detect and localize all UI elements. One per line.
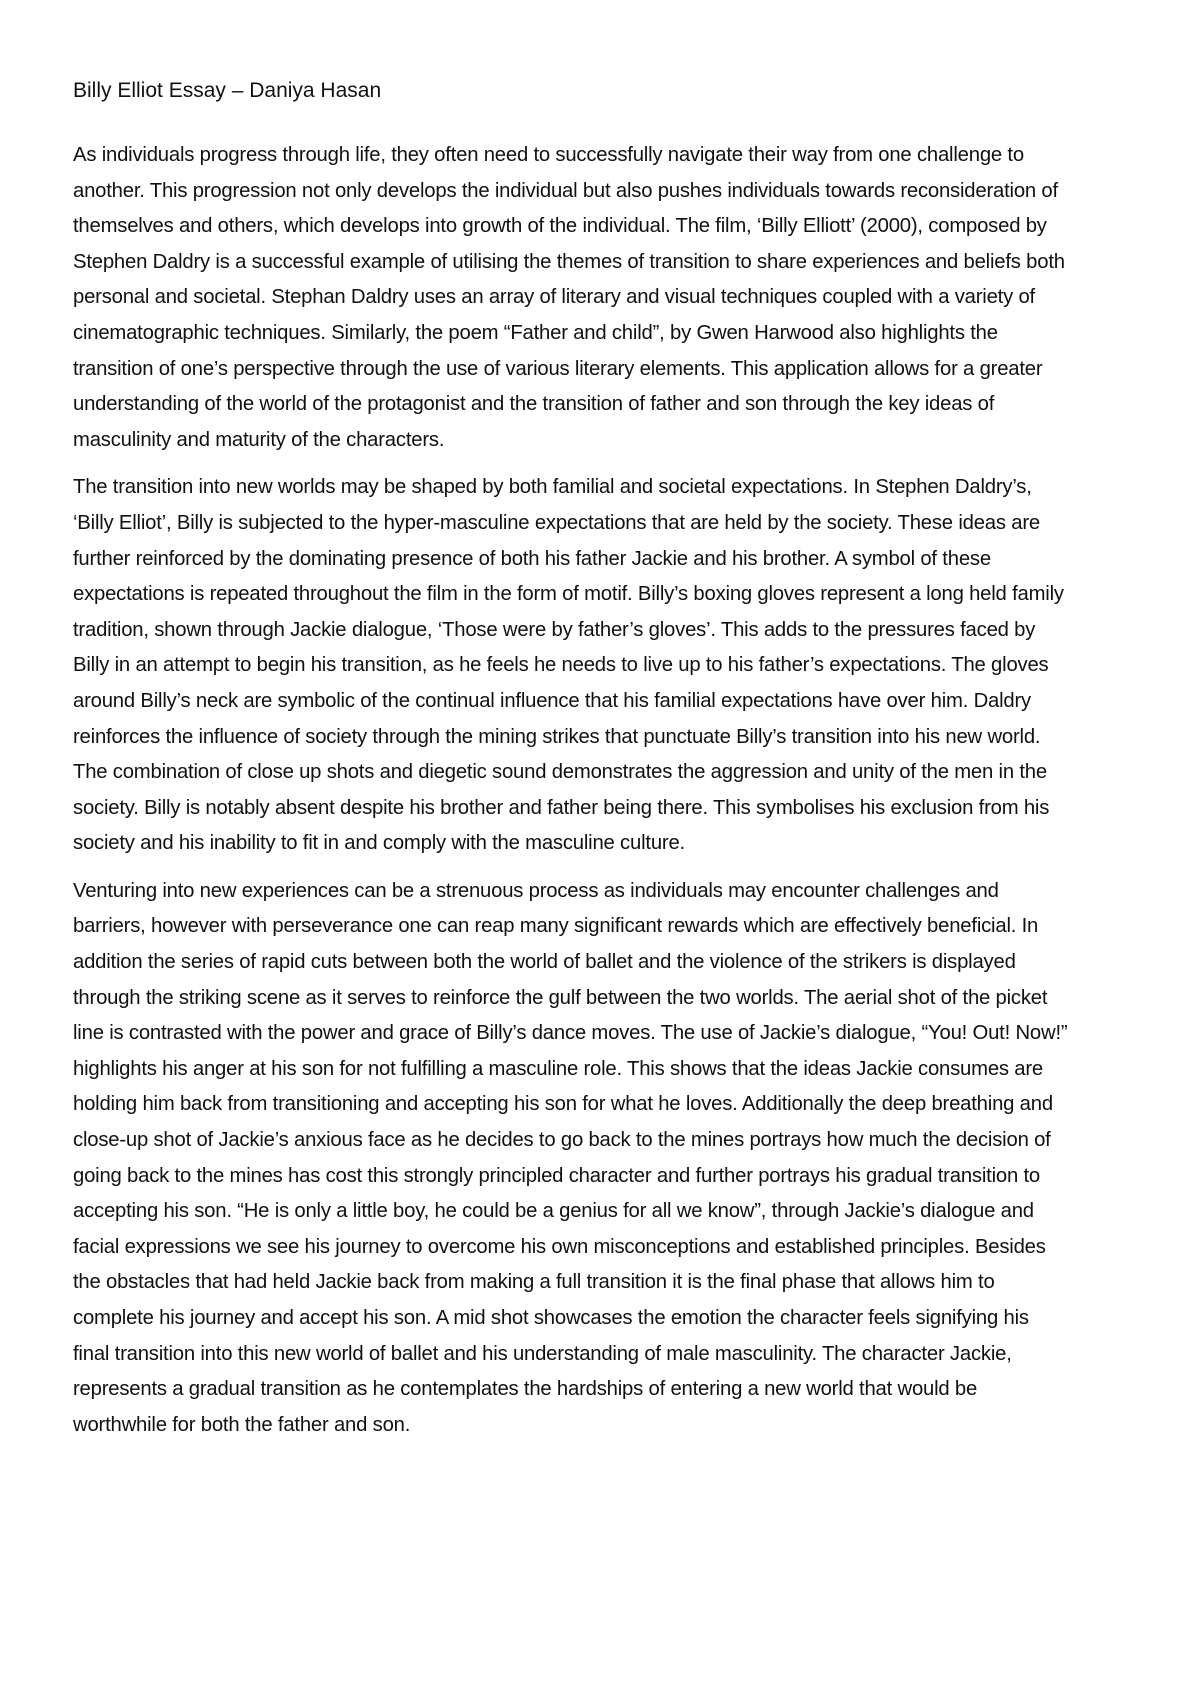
paragraph-body-1: The transition into new worlds may be shaped by both familial and societal expectations. In Stephen Daldry’s, ‘Billy Elliot’, Billy is subjected to the hyper-masculine expectations that are held by the society. These ideas are further reinforced by the dominating presence of both his father Jackie and his brother. A symbol of these expectations is repeated throughout the film in the form of motif. Billy’s boxing gloves represent a long held family tradition, shown through Jackie dialogue, ‘Those were by father’s gloves’. This adds to the pressures faced by Billy in an attempt to begin his transition, as he feels he needs to live up to his father’s expectations. The gloves around Billy’s neck are symbolic of the continual influence that his familial expectations have over him. Daldry reinforces the influence of society through the mining strikes that punctuate Billy’s transition into his new world. The combination of close up shots and diegetic sound demonstrates the aggression and unity of the men in the society. Billy is notably absent despite his brother and father being there. This symbolises his exclusion from his society and his inability to fit in and comply with the masculine culture.	[73, 476, 1064, 855]
paragraph-body-2: Venturing into new experiences can be a strenuous process as individuals may encounter challenges and barriers, however with perseverance one can reap many significant rewards which are effectively beneficial. In addition the series of rapid cuts between both the world of ballet and the violence of the strikers is displayed through the striking scene as it serves to reinforce the gulf between the two worlds. The aerial shot of the picket line is contrasted with the power and grace of Billy’s dance moves. The use of Jackie’s dialogue, “You! Out! Now!” highlights his anger at his son for not fulfilling a masculine role. This shows that the ideas Jackie consumes are holding him back from transitioning and accepting his son for what he loves. Additionally the deep breathing and close-up shot of Jackie’s anxious face as he decides to go back to the mines portrays how much the decision of going back to the mines has cost this strongly principled character and further portrays his gradual transition to accepting his son. “He is only a little boy, he could be a genius for all we know”, through Jackie’s dialogue and facial expressions we see his journey to overcome his own misconceptions and established principles. Besides the obstacles that had held Jackie back from making a full transition it is the final phase that allows him to complete his journey and accept his son. A mid shot showcases the emotion the character feels signifying his final transition into this new world of ballet and his understanding of male masculinity. The character Jackie, represents a gradual transition as he contemplates the hardships of entering a new world that would be worthwhile for both the father and son.	[73, 879, 1068, 1436]
paragraph-introduction: As individuals progress through life, they often need to successfully navigate their way from one challenge to another. This progression not only develops the individual but also pushes individuals towards reconsideration of themselves and others, which develops into growth of the individual. The film, ‘Billy Elliott’ (2000), composed by Stephen Daldry is a successful example of utilising the themes of transition to share experiences and beliefs both personal and societal. Stephan Daldry uses an array of literary and visual techniques coupled with a variety of cinematographic techniques. Similarly, the poem “Father and child”, by Gwen Harwood also highlights the transition of one’s perspective through the use of various literary elements. This application allows for a greater understanding of the world of the protagonist and the transition of father and son through the key ideas of masculinity and maturity of the characters.	[73, 144, 1065, 451]
document-title: Billy Elliot Essay – Daniya Hasan	[73, 79, 382, 102]
